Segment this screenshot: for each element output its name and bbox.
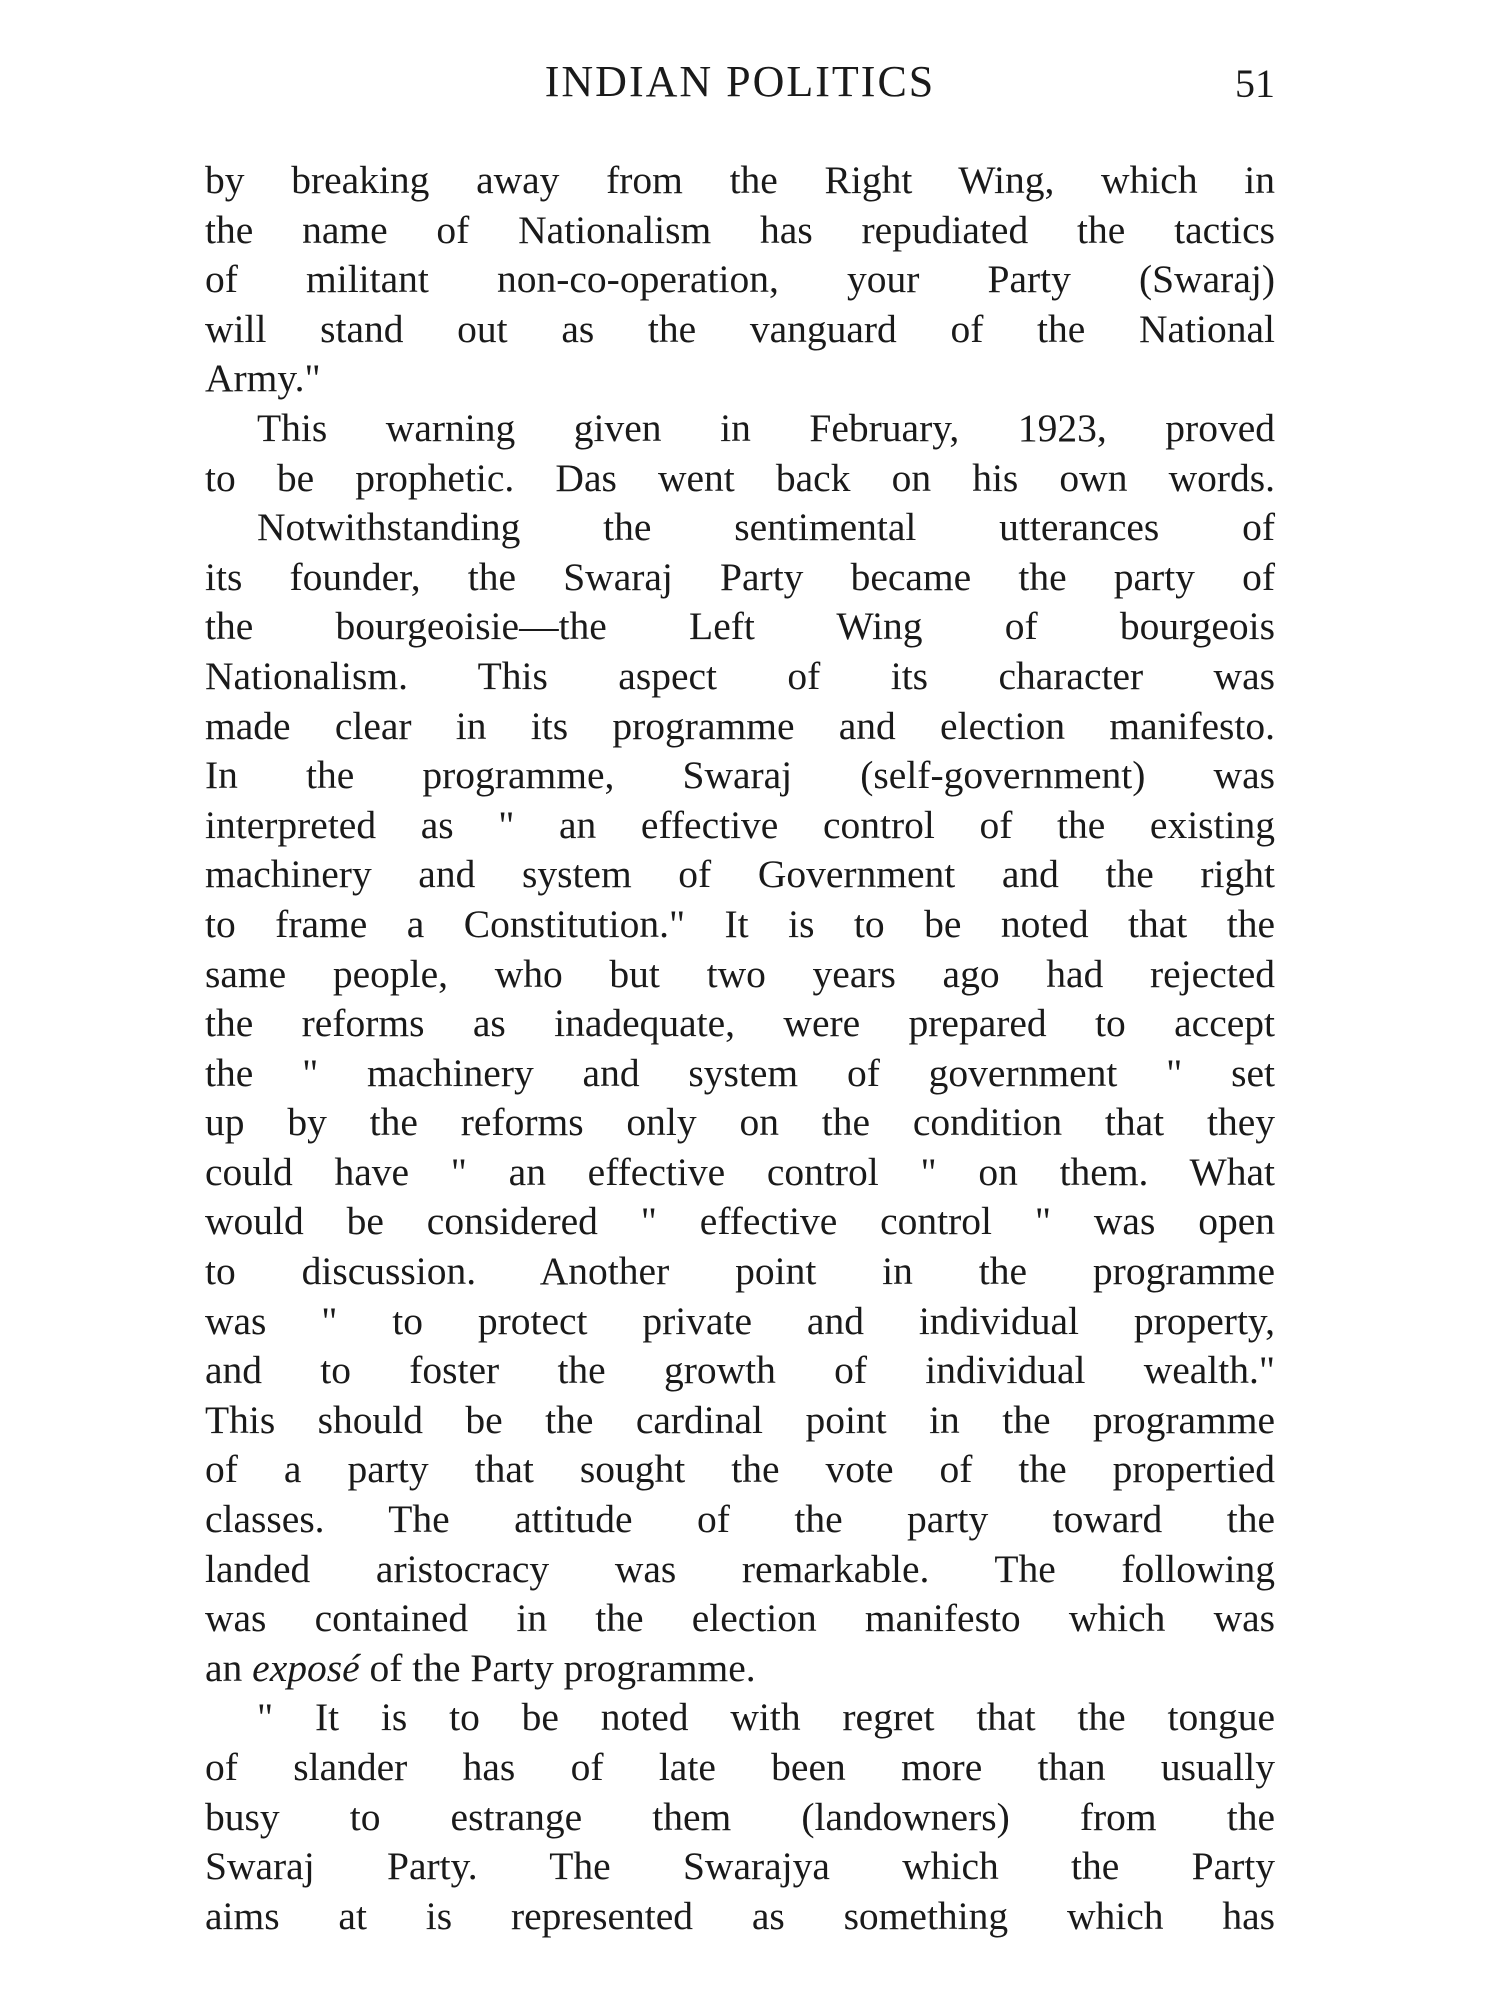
text-fragment: of the Party programme. xyxy=(359,1645,756,1690)
body-text xyxy=(205,156,1275,1941)
text-line: and to foster the growth of individual wealth." xyxy=(205,1348,1275,1393)
text-line: same people, who but two years ago had rejected xyxy=(205,951,1275,996)
text-line: was contained in the election manifesto which was xyxy=(205,1596,1275,1641)
text-line: could have " an effective control " on them. What xyxy=(205,1149,1275,1194)
text-line: will stand out as the vanguard of the National xyxy=(205,306,1275,351)
running-head xyxy=(205,56,1275,116)
text-line: In the programme, Swaraj (self-government) was xyxy=(205,753,1275,798)
running-title: INDIAN POLITICS xyxy=(544,57,936,106)
text-line: classes. The attitude of the party toward the xyxy=(205,1497,1275,1542)
text-fragment: an xyxy=(205,1645,253,1690)
text-line: to be prophetic. Das went back on his own words. xyxy=(205,455,1275,500)
text-line: was " to protect private and individual property, xyxy=(205,1298,1275,1343)
text-line: the bourgeoisie—the Left Wing of bourgeois xyxy=(205,604,1275,649)
text-line: Army." xyxy=(205,356,321,401)
quote-line: aims at is represented as something which has xyxy=(205,1893,1275,1938)
block-quote xyxy=(205,1693,1275,1941)
text-line: the name of Nationalism has repudiated the tactics xyxy=(205,207,1275,252)
quote-line: busy to estrange them (landowners) from the xyxy=(205,1794,1275,1839)
text-line-last xyxy=(205,1644,1275,1694)
text-line: landed aristocracy was remarkable. The following xyxy=(205,1546,1275,1591)
italic-word: exposé xyxy=(252,1645,360,1690)
text-line: up by the reforms only on the condition that they xyxy=(205,1100,1275,1145)
quote-line: of slander has of late been more than usually xyxy=(205,1745,1275,1789)
quote-line: Swaraj Party. The Swarajya which the Party xyxy=(205,1844,1275,1889)
paragraph-3 xyxy=(205,503,1275,1693)
paragraph-2 xyxy=(205,404,1275,503)
text-line: This warning given in February, 1923, proved xyxy=(257,405,1275,450)
text-line: Nationalism. This aspect of its character was xyxy=(205,653,1275,698)
text-line: machinery and system of Government and the right xyxy=(205,852,1275,897)
text-line: of militant non-co-operation, your Party (Swaraj) xyxy=(205,257,1275,302)
text-line: to discussion. Another point in the programme xyxy=(205,1249,1275,1294)
text-line: the " machinery and system of government " set xyxy=(205,1050,1275,1095)
text-line: by breaking away from the Right Wing, which in xyxy=(205,158,1275,202)
text-line: made clear in its programme and election manifesto. xyxy=(205,703,1275,748)
text-line: to frame a Constitution." It is to be noted that the xyxy=(205,901,1275,946)
text-line: interpreted as " an effective control of the existing xyxy=(205,802,1275,847)
text-line: would be considered " effective control " was open xyxy=(205,1199,1275,1244)
text-line: the reforms as inadequate, were prepared to accept xyxy=(205,1001,1275,1046)
page-number: 51 xyxy=(1235,61,1275,106)
text-line: of a party that sought the vote of the propertied xyxy=(205,1447,1275,1492)
text-line: its founder, the Swaraj Party became the party of xyxy=(205,554,1275,599)
quote-line: " It is to be noted with regret that the tongue xyxy=(257,1695,1275,1740)
text-line: Notwithstanding the sentimental utterances of xyxy=(257,505,1275,550)
text-line: This should be the cardinal point in the programme xyxy=(205,1397,1275,1442)
paragraph-1 xyxy=(205,156,1275,404)
